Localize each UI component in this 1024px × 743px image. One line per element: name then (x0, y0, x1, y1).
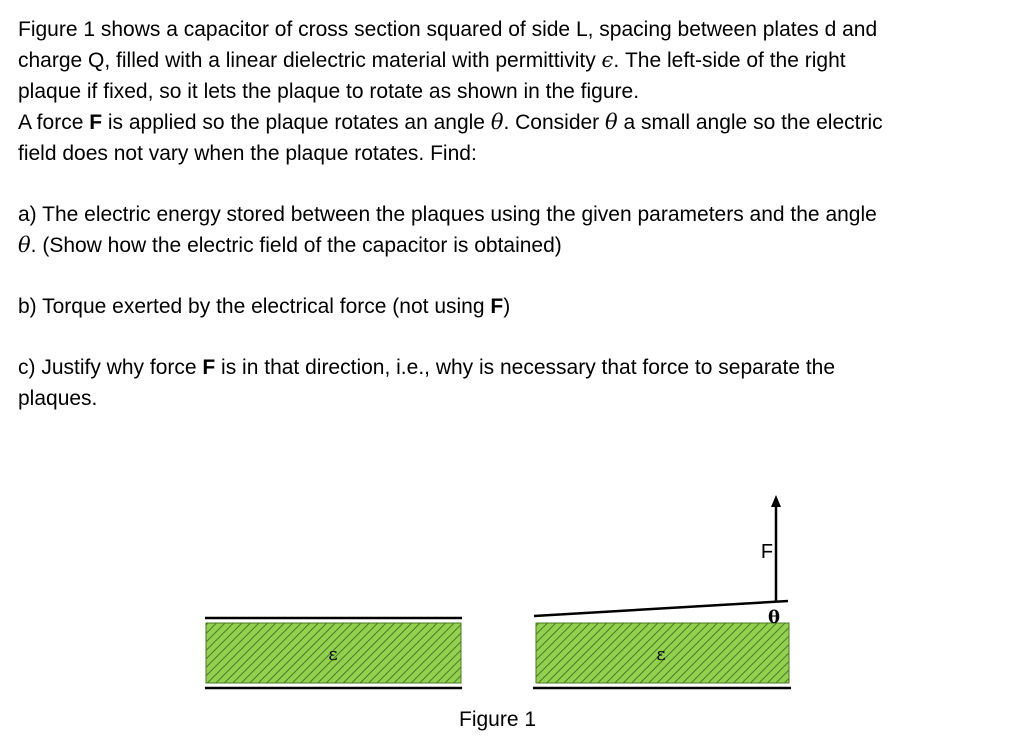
epsilon-symbol: ϵ (601, 48, 614, 72)
force-arrowhead (771, 495, 781, 507)
angle-label: θ (767, 607, 781, 628)
intro-line-3: plaque if fixed, so it lets the plaque to rotate as shown in the figure. (18, 80, 640, 103)
intro-line-5: field does not vary when the plaque rotates. Find: (18, 142, 477, 165)
force-label: F (760, 541, 774, 563)
intro-line-1: Figure 1 shows a capacitor of cross section squared of side L, spacing between plates d and (18, 18, 878, 41)
part-c-line-1: c) Justify why force F is in that direction, i.e., why is necessary that force to separate the (18, 356, 836, 379)
problem-statement (18, 14, 1008, 414)
force-symbol: F (490, 295, 504, 318)
intro-line-2: charge Q, filled with a linear dielectric material with permittivity ϵ. The left-side of the right (18, 48, 846, 72)
theta-symbol: θ (605, 110, 618, 134)
part-a-line-1: a) The electric energy stored between the plaques using the given parameters and the angle (18, 203, 877, 226)
dielectric-label: ε (656, 644, 666, 665)
figure-caption: Figure 1 (459, 708, 537, 731)
theta-symbol: θ (18, 233, 31, 257)
rotated-capacitor (533, 495, 791, 688)
force-symbol: F (202, 356, 216, 379)
part-a-line-2: θ. (Show how the electric field of the capacitor is obtained) (18, 233, 562, 257)
figure-1-diagram (0, 440, 1024, 710)
part-b: b) Torque exerted by the electrical force (not using F) (18, 295, 511, 318)
intro-line-4: A force F is applied so the plaque rotates an angle θ. Consider θ a small angle so the electric (18, 110, 883, 134)
tilted-top-plate (534, 601, 788, 616)
part-c-line-2: plaques. (18, 387, 98, 410)
dielectric-label: ε (328, 644, 338, 665)
parallel-capacitor (205, 618, 462, 688)
force-symbol: F (89, 111, 103, 134)
theta-symbol: θ (490, 110, 504, 134)
